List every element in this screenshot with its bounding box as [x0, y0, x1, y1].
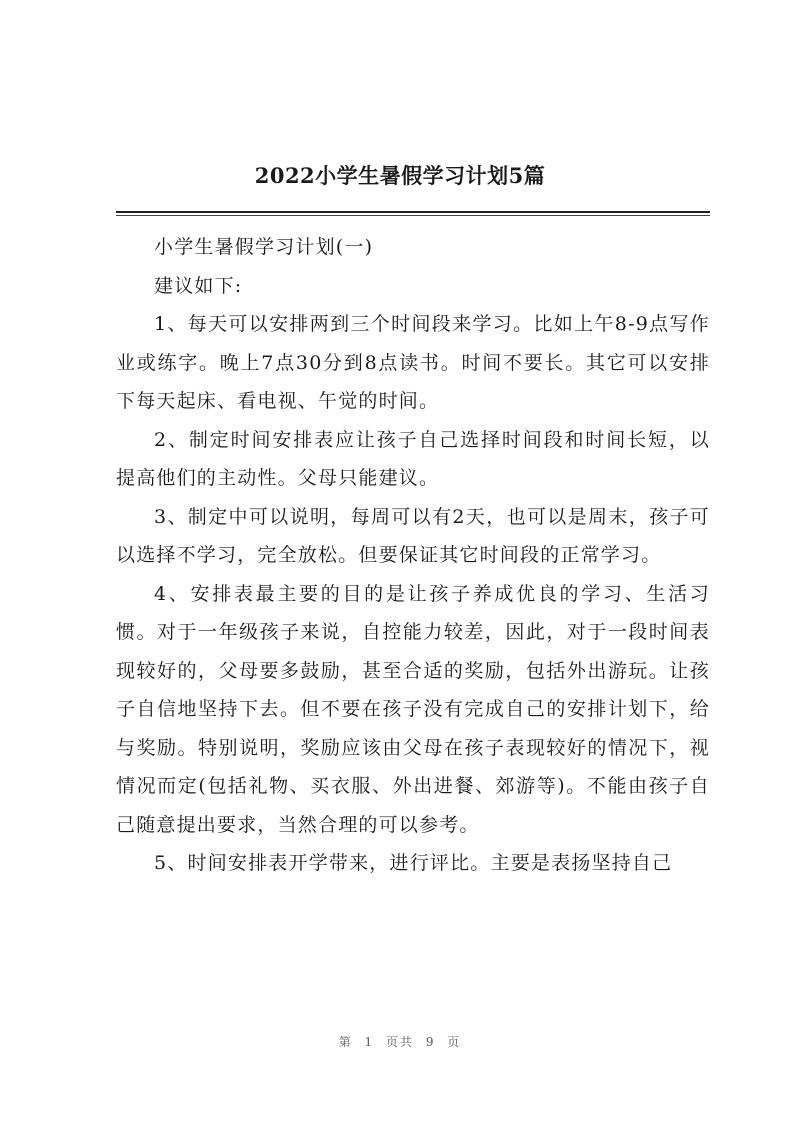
page-footer: 第 1 页共 9 页	[338, 1035, 462, 1049]
paragraph: 1、每天可以安排两到三个时间段来学习。比如上午8-9点写作业或练字。晚上7点30分到8点读书。时间不要长。其它可以安排下每天起床、看电视、午觉的时间。	[116, 313, 710, 412]
section-heading: 小学生暑假学习计划(一)	[154, 236, 374, 258]
paragraph: 5、时间安排表开学带来，进行评比。主要是表扬坚持自己	[154, 852, 673, 874]
document-title: 2022小学生暑假学习计划5篇	[254, 163, 546, 188]
title-divider-thin	[116, 215, 710, 216]
paragraph: 2、制定时间安排表应让孩子自己选择时间段和时间长短，以提高他们的主动性。父母只能建议。	[116, 428, 710, 489]
paragraph: 建议如下:	[154, 274, 243, 297]
title-divider	[116, 211, 710, 213]
paragraph: 3、制定中可以说明，每周可以有2天，也可以是周末，孩子可以选择不学习，完全放松。但要保证其它时间段的正常学习。	[116, 505, 710, 566]
paragraph: 4、安排表最主要的目的是让孩子养成优良的学习、生活习惯。对于一年级孩子来说，自控能力较差，因此，对于一段时间表现较好的，父母要多鼓励，甚至合适的奖励，包括外出游玩。让孩子自信地坚持下去。但不要在孩子没有完成自己的安排计划下，给与奖励。特别说明，奖励应该由父母在孩子表现较好的情况下，视情况而定(包括礼物、买衣服、外出进餐、郊游等)。不能由孩子自己随意提出要求，当然合理的可以参考。	[116, 582, 710, 836]
document-body	[116, 228, 710, 883]
